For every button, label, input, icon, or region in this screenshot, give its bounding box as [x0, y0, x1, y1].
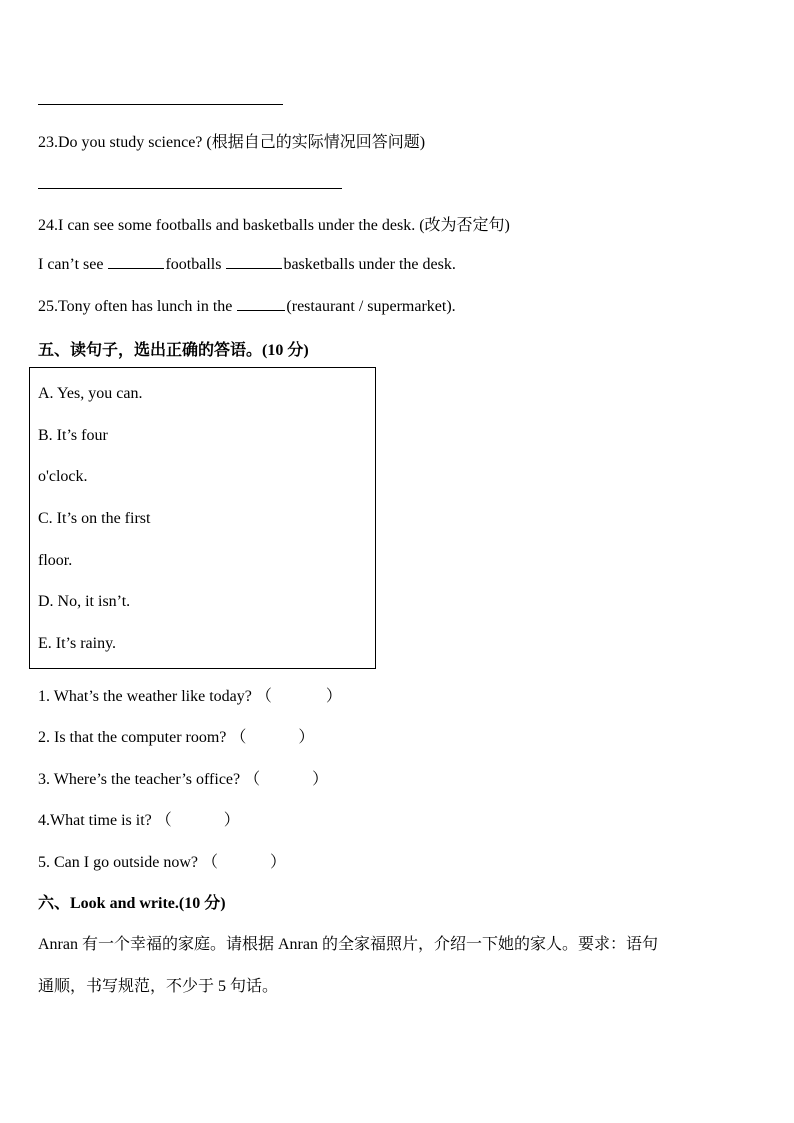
answer-line-23[interactable] — [38, 188, 342, 189]
paren-open: （ — [230, 729, 247, 746]
s5-answer-slot-3[interactable] — [244, 766, 328, 789]
option-c-cont: floor. — [38, 552, 73, 569]
q24-blank-2[interactable] — [226, 254, 282, 269]
paren-open: （ — [155, 812, 172, 829]
q25-blank[interactable] — [237, 296, 285, 311]
q24-answer-part1: I can’t see — [38, 256, 104, 273]
paren-close: ） — [325, 688, 342, 705]
s5-question-1 — [38, 683, 348, 706]
option-e: E. It’s rainy. — [38, 635, 117, 652]
paren-close: ） — [312, 771, 329, 788]
question-24-answer — [38, 254, 456, 274]
s5-answer-slot-4[interactable] — [156, 807, 240, 830]
s5-answer-slot-1[interactable] — [256, 683, 348, 706]
option-b: B. It’s four — [38, 427, 108, 444]
paren-open: （ — [201, 854, 218, 871]
section-6-instruction-line-1: Anran 有一个幸福的家庭。请根据 Anran 的全家福照片，介绍一下她的家人。要求：语句 — [38, 936, 658, 953]
answer-line-22[interactable] — [38, 104, 283, 105]
question-23: 23.Do you study science? (根据自己的实际情况回答问题) — [38, 134, 426, 151]
option-c: C. It’s on the first — [38, 510, 151, 527]
section-6-instruction-line-2: 通顺，书写规范，不少于 5 句话。 — [38, 978, 279, 995]
s5-question-3 — [38, 766, 328, 789]
s5-question-5 — [38, 849, 286, 872]
paren-close: ） — [223, 812, 240, 829]
q24-blank-1[interactable] — [108, 254, 164, 269]
paren-open: （ — [255, 688, 272, 705]
s5-question-2-text: 2. Is that the computer room? — [38, 729, 227, 746]
q24-answer-part3: basketballs under the desk. — [283, 256, 456, 273]
question-25 — [38, 296, 456, 316]
s5-question-1-text: 1. What’s the weather like today? — [38, 688, 252, 705]
s5-question-2 — [38, 724, 314, 747]
s5-answer-slot-5[interactable] — [202, 849, 286, 872]
q24-answer-part2: footballs — [165, 256, 222, 273]
s5-question-4 — [38, 807, 240, 830]
s5-question-4-text: 4.What time is it? — [38, 812, 152, 829]
question-24: 24.I can see some footballs and basketballs under the desk. (改为否定句) — [38, 217, 510, 234]
option-d: D. No, it isn’t. — [38, 593, 131, 610]
s5-question-5-text: 5. Can I go outside now? — [38, 854, 198, 871]
s5-question-3-text: 3. Where’s the teacher’s office? — [38, 771, 241, 788]
section-6-heading: 六、Look and write.(10 分) — [38, 895, 226, 912]
options-box — [29, 367, 376, 669]
option-b-cont: o'clock. — [38, 468, 88, 485]
paren-close: ） — [298, 729, 315, 746]
paren-close: ） — [270, 854, 287, 871]
option-a: A. Yes, you can. — [38, 385, 143, 402]
paren-open: （ — [244, 771, 261, 788]
section-5-heading: 五、读句子，选出正确的答语。(10 分) — [38, 342, 309, 359]
q25-part1: 25.Tony often has lunch in the — [38, 298, 233, 315]
s5-answer-slot-2[interactable] — [230, 724, 314, 747]
q25-part2: (restaurant / supermarket). — [286, 298, 456, 315]
